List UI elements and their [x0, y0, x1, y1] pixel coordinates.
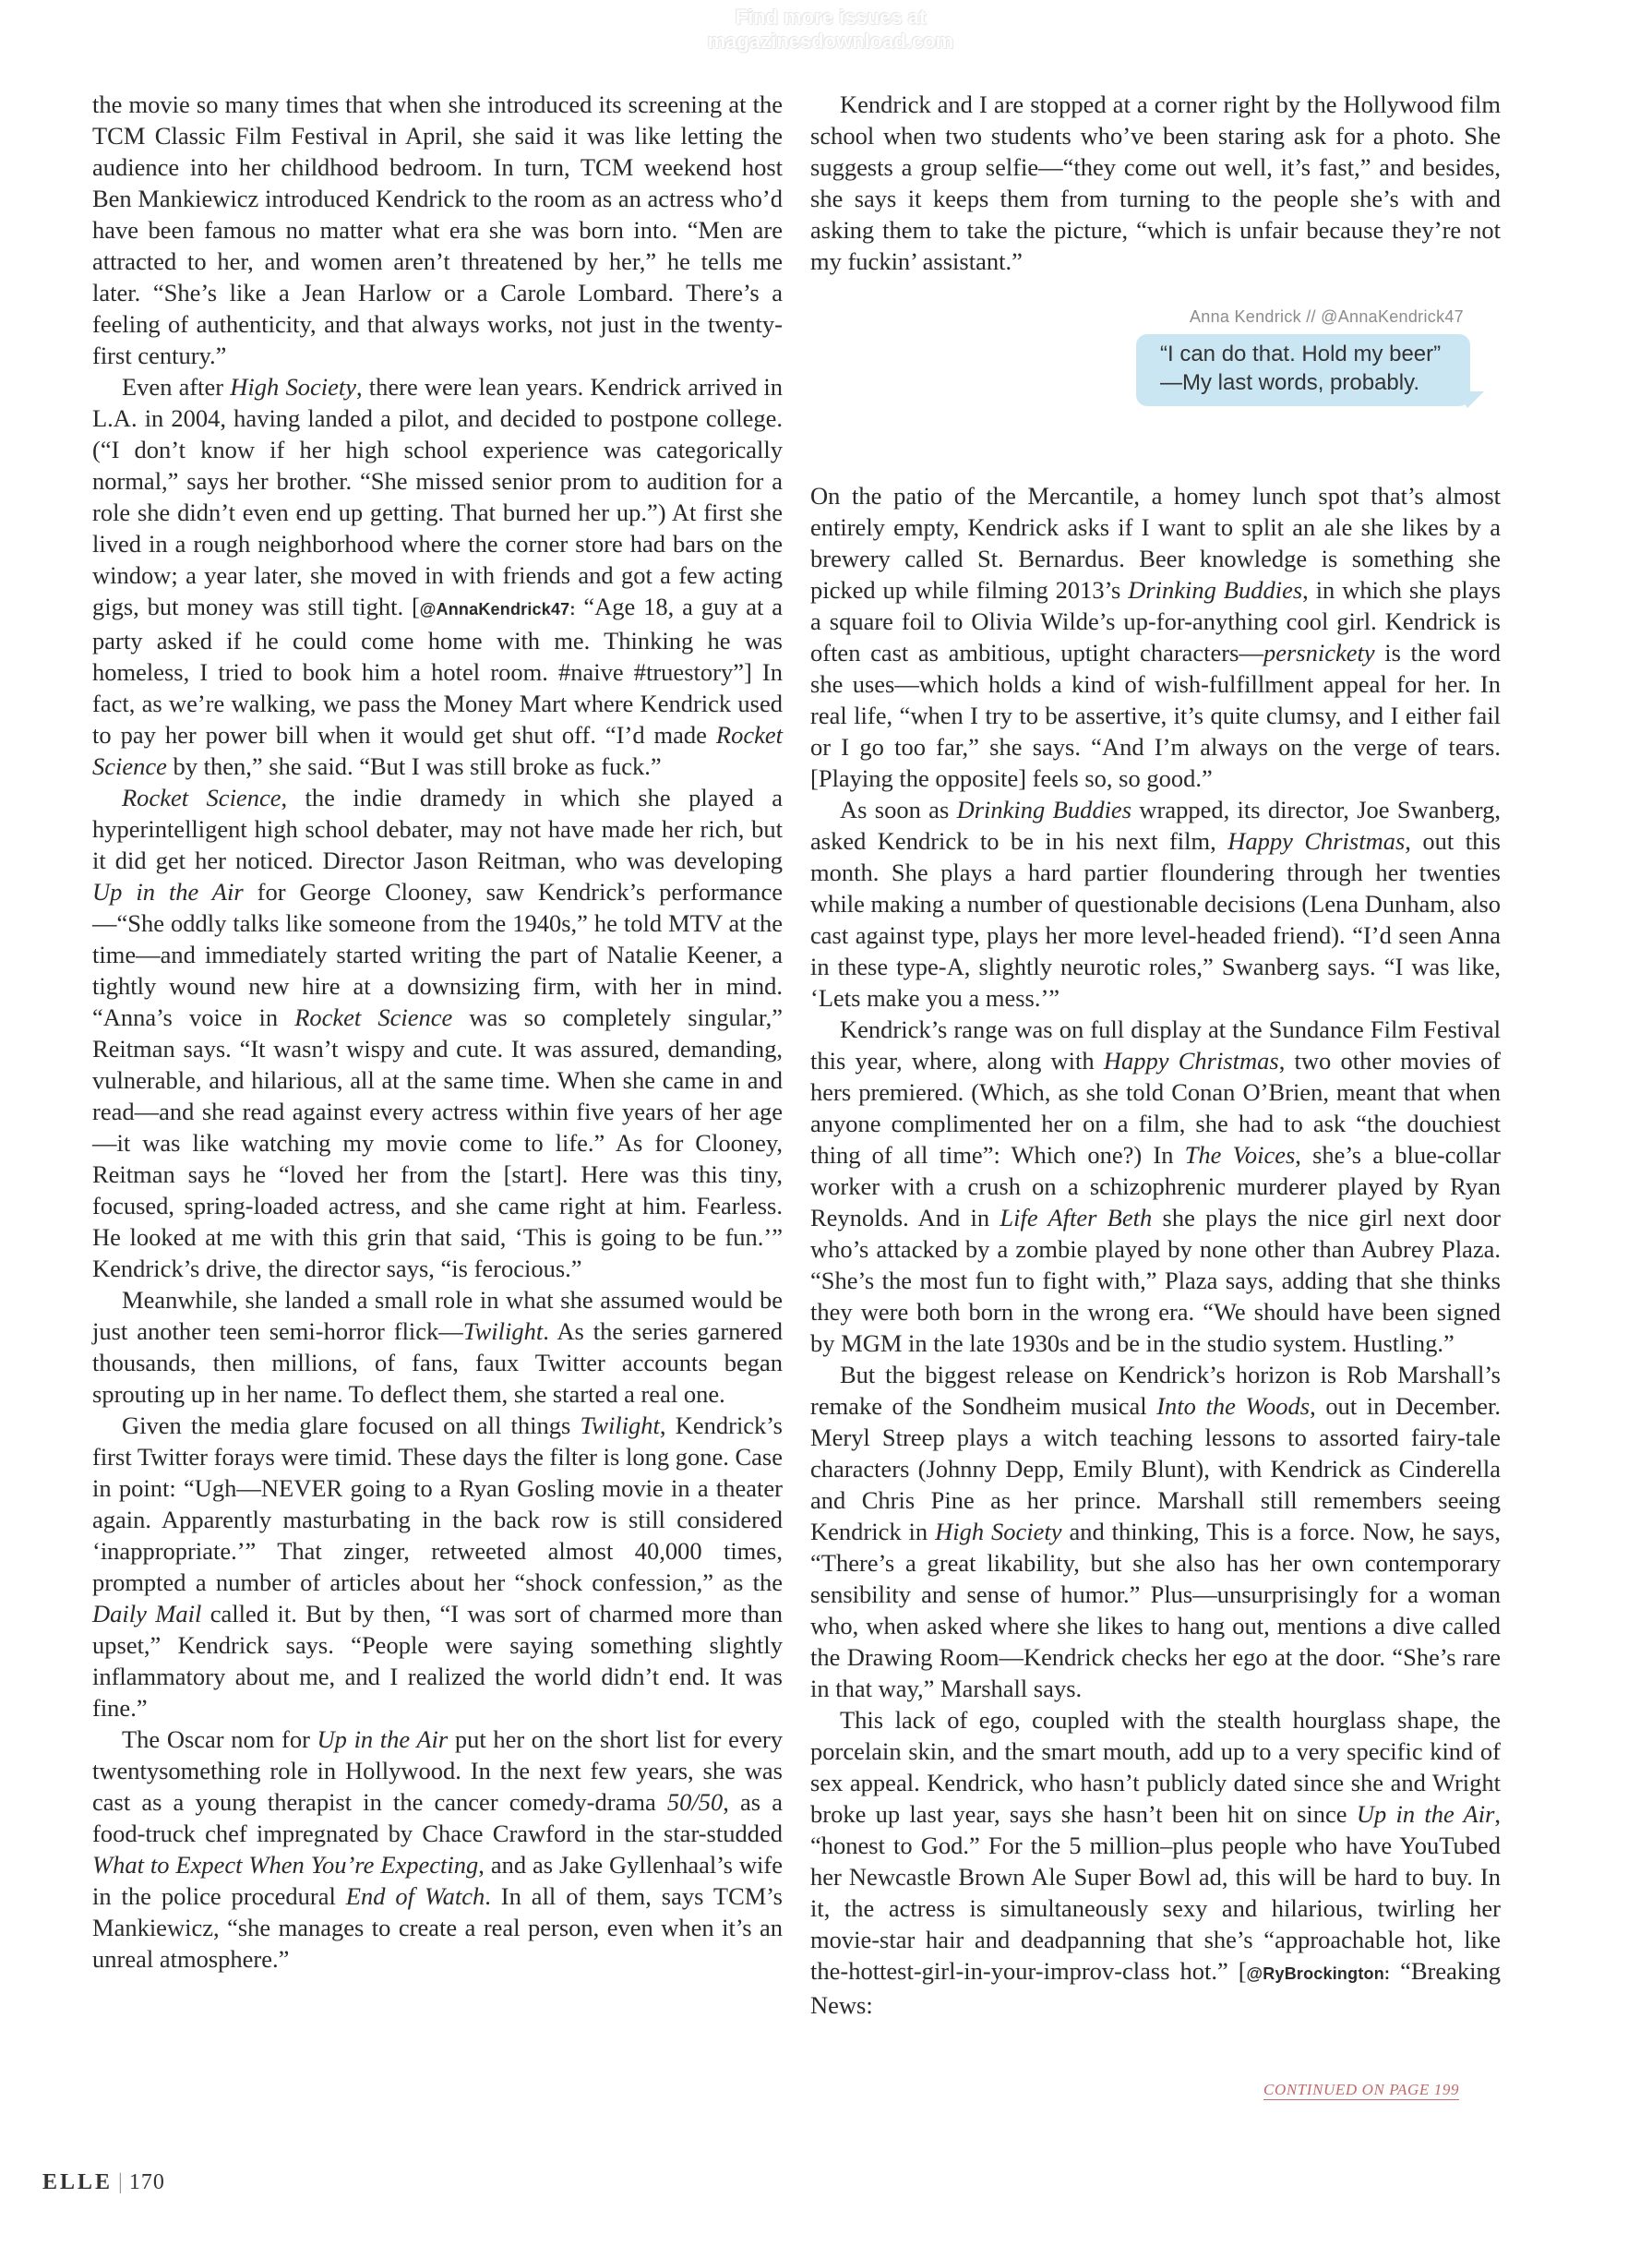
paragraph [810, 1014, 1501, 1359]
text-run: and thinking, This is a force. Now, he says, “There’s a great likability, but she also has her own contemporary sensibility and sense of humor.” Plus—unsurprisingly for a woman who, when asked where she likes to hang out, mentions a dive called the Drawing Room—Kendrick checks her ego at the door. “She’s rare in that way,” Marshall says. [810, 1518, 1501, 1702]
text-run: , “honest to God.” For the 5 million–plus people who have YouTubed her Newcastle Brown Ale Super Bowl ad, this will be hard to buy. In it, the actress is simultaneously sexy and hilarious, twirling her movie-star hair and deadpanning that she’s “approachable hot, like the-hottest-girl-in-your-improv-class hot.” [ [810, 1800, 1502, 1985]
paragraph [810, 89, 1501, 277]
paragraph [92, 1724, 783, 1975]
paragraph [810, 794, 1501, 1014]
text-run: called it. But by then, “I was sort of charmed more than upset,” Kendrick says. “People were saying something slightly inflammatory about me, and I realized the world didn’t end. It was fine.” [92, 1600, 783, 1722]
continued-on-link[interactable]: CONTINUED ON PAGE 199 [1263, 2081, 1460, 2098]
folio-divider: | [118, 2170, 124, 2194]
tweet-bubble [1136, 334, 1470, 406]
text-run: was so completely singular,” Reitman says. “It wasn’t wispy and cute. It was assured, demanding, vulnerable, and hilarious, all at the same time. When she came in and read—and she read against every actress within five years of her age—it was like watching my movie come to life.” As for Clooney, Reitman says he “loved her from the [start]. Here was this tiny, focused, spring-loaded actress, and she came right at him. Fearless. He looked at me with this grin that said, ‘This is going to be fun.’” Kendrick’s drive, the director says, “is ferocious.” [92, 1003, 783, 1282]
italic-title: Twilight [462, 1317, 544, 1345]
italic-title: Happy Christmas [1227, 827, 1406, 855]
text-run: Meanwhile, she landed a small role in what she assumed would be just another teen semi-horror flick— [92, 1286, 783, 1345]
text-run: , two other movies of hers premiered. (Which, as she told Conan O’Brien, meant that when anyone complimented her on a film, she had to ask “the douchiest thing of all time”: Which one?) In [810, 1047, 1501, 1169]
left-column [92, 89, 783, 1975]
tweet-author: Anna Kendrick // @AnnaKendrick47 [1189, 307, 1464, 326]
italic-title: Happy Christmas [1103, 1047, 1279, 1075]
italic-title: Drinking Buddies [956, 796, 1132, 823]
paragraph [92, 1284, 783, 1410]
watermark-line-1: Find more issues at [735, 6, 927, 29]
text-run: But the biggest release on Kendrick’s horizon is Rob Marshall’s remake of the Sondheim musical [810, 1361, 1501, 1420]
text-run: , there were lean years. Kendrick arrived in L.A. in 2004, having landed a pilot, and decided to postpone college. (“I don’t know if her high school experience was categorically normal,” says her brother. “She missed senior prom to audition for a role she didn’t even end up getting. That burned her up.”) At first she lived in a rough neighborhood where the corner store had bars on the window; a year later, she moved in with friends and got a few acting gigs, but money was still tight. [ [92, 373, 783, 620]
tweet-bubble-tail [1456, 391, 1484, 408]
italic-title: Up in the Air [317, 1725, 449, 1753]
italic-title: End of Watch [345, 1882, 485, 1910]
paragraph [92, 89, 783, 371]
text-run: Kendrick’s range was on full display at the Sundance Film Festival this year, where, along with [810, 1015, 1501, 1075]
text-run: On the patio of the Mercantile, a homey lunch spot that’s almost entirely empty, Kendrick asks if I want to split an ale she likes by a brewery called St. Bernardus. Beer knowledge is something she picked up while filming 2013’s [810, 482, 1501, 604]
text-run: is the word she uses—which holds a kind of wish-fulfillment appeal for her. In real life, “when I try to be assertive, it’s quite clumsy, and I either fail or I go too far,” she says. “And I’m always on the verge of tears. [Playing the opposite] feels so, so good.” [810, 639, 1501, 792]
paragraph [92, 371, 783, 782]
text-run: , Kendrick’s first Twitter forays were timid. These days the filter is long gone. Case in point: “Ugh—NEVER going to a Ryan Gosling movie in a theater again. Apparently masturbating in the back row is still considered ‘inappropriate.’” That zinger, retweeted almost 40,000 times, prompted a number of articles about her “shock confession,” as the [92, 1411, 783, 1596]
text-run: The Oscar nom for [122, 1725, 317, 1753]
text-run: , the indie dramedy in which she played a hyperintelligent high school debater, may not have made her rich, but it did get her noticed. Director Jason Reitman, who was developing [92, 784, 784, 874]
italic-title: Twilight [580, 1411, 660, 1439]
text-run: This lack of ego, coupled with the stealth hourglass shape, the porcelain skin, and the smart mouth, add up to a very specific kind of sex appeal. Kendrick, who hasn’t publicly dated since she and Wright broke up last year, says she hasn’t been hit on since [810, 1706, 1501, 1828]
text-run: . As the series garnered thousands, then millions, of fans, faux Twitter accounts began sprouting up in her name. To deflect them, she started a real one. [92, 1317, 783, 1408]
text-run: “Age 18, a guy at a party asked if he could come home with me. Thinking he was homeless, I tried to book him a hotel room. #naive #truestory”] In fact, as we’re walking, we pass the Money Mart where Kendrick used to pay her power bill when it would get shut off. “I’d made [92, 593, 783, 749]
text-run: , in which she plays a square foil to Olivia Wilde’s up-for-anything cool girl. Kendrick is often cast as ambitious, uptight characters— [810, 576, 1502, 667]
text-run: , she’s a blue-collar worker with a crush on a schizophrenic murderer played by Ryan Reynolds. And in [810, 1141, 1501, 1231]
text-run: the movie so many times that when she introduced its screening at the TCM Classic Film Festival in April, she said it was like letting the audience into her childhood bedroom. In turn, TCM weekend host Ben Mankiewicz introduced Kendrick to the room as an actress who’d have been famous no matter what era she was born into. “Men are attracted to her, and women aren’t threatened by her,” he tells me later. “She’s like a Jean Harlow or a Carole Lombard. There’s a feeling of authenticity, and that always works, not just in the twenty-first century.” [92, 90, 783, 369]
text-run: , out in December. Meryl Streep plays a witch teaching lessons to assorted fairy-tale characters (Johnny Depp, Emily Blunt), with Kendrick as Cinderella and Chris Pine as her prince. Marshall still remembers seeing Kendrick in [810, 1392, 1501, 1545]
text-run: , out this month. She plays a hard partier floundering through her twenties while making a number of questionable decisions (Lena Dunham, also cast against type, plays her more level-headed friend). “I’d seen Anna in these type-A, slightly neurotic roles,” Swanberg says. “I was like, ‘Lets make you a mess.’” [810, 827, 1501, 1012]
tweet-callout [810, 281, 1501, 480]
twitter-handle: @RyBrockington: [1246, 1964, 1391, 1983]
tweet-line: —My last words, probably. [1160, 370, 1419, 395]
text-run: for George Clooney, saw Kendrick’s performance—“She oddly talks like someone from the 1940s,” he told MTV at the time—and immediately started writing the part of Natalie Keener, a tightly wound new hire at a downsizing firm, with her in mind. “Anna’s voice in [92, 878, 784, 1031]
italic-title: The Voices [1184, 1141, 1296, 1169]
italic-title: Into the Woods [1156, 1392, 1311, 1420]
text-run: by then,” she said. “But I was still broke as fuck.” [166, 752, 662, 780]
italic-word: persnickety [1263, 639, 1375, 667]
magazine-name: ELLE [42, 2170, 114, 2194]
italic-title: 50/50 [666, 1788, 724, 1816]
watermark-line-2: magazinesdownload.com [707, 30, 954, 53]
italic-title: Up in the Air [1356, 1800, 1495, 1828]
text-run: “Breaking News: [810, 1957, 1501, 2019]
italic-title: Life After Beth [1000, 1204, 1153, 1231]
text-run: she plays the nice girl next door who’s attacked by a zombie played by none other than Aubrey Plaza. “She’s the most fun to fight with,” Plaza says, adding that she thinks they were both born in the wrong era. “We should have been signed by MGM in the late 1930s and be in the studio system. Hustling.” [810, 1204, 1501, 1357]
text-run: wrapped, its director, Joe Swanberg, asked Kendrick to be in his next film, [810, 796, 1502, 855]
paragraph [810, 480, 1501, 794]
text-run: Kendrick and I are stopped at a corner right by the Hollywood film school when two students who’ve been staring ask for a photo. She suggests a group selfie—“they come out well, it’s fast,” and besides, she says it keeps them from turning to the people she’s with and asking them to take the picture, “which is unfair because they’re not my fuckin’ assistant.” [810, 90, 1501, 275]
italic-title: High Society [935, 1518, 1062, 1545]
paragraph [810, 1359, 1501, 1704]
tweet-line: “I can do that. Hold my beer” [1160, 342, 1442, 366]
paragraph [92, 1410, 783, 1724]
paragraph [810, 1704, 1501, 2021]
page-number: 170 [128, 2170, 165, 2194]
watermark [554, 6, 1107, 54]
italic-title: Rocket Science [122, 784, 281, 811]
page-folio [42, 2170, 165, 2195]
text-run: , as a food-truck chef impregnated by Chace Crawford in the star-studded [92, 1788, 783, 1847]
italic-title: Up in the Air [92, 878, 244, 906]
text-run: , and as Jake Gyllenhaal’s wife in the police procedural [92, 1851, 783, 1910]
italic-title: What to Expect When You’re Expecting [92, 1851, 479, 1879]
text-run: Even after [122, 373, 231, 401]
italic-title: Rocket Science [92, 721, 783, 780]
text-run: As soon as [840, 796, 957, 823]
twitter-handle: @AnnaKendrick47: [419, 600, 576, 619]
paragraph [92, 782, 783, 1284]
italic-title: Daily Mail [92, 1600, 202, 1627]
italic-title: Drinking Buddies [1128, 576, 1303, 604]
text-run: . In all of them, says TCM’s Mankiewicz, “she manages to create a real person, even when it’s an unreal atmosphere.” [92, 1882, 783, 1973]
right-column [810, 89, 1501, 2021]
italic-title: High Society [230, 373, 356, 401]
italic-title: Rocket Science [294, 1003, 453, 1031]
text-run: Given the media glare focused on all things [122, 1411, 581, 1439]
text-run: put her on the short list for every twentysomething role in Hollywood. In the next few years, she was cast as a young therapist in the cancer comedy-drama [92, 1725, 783, 1816]
